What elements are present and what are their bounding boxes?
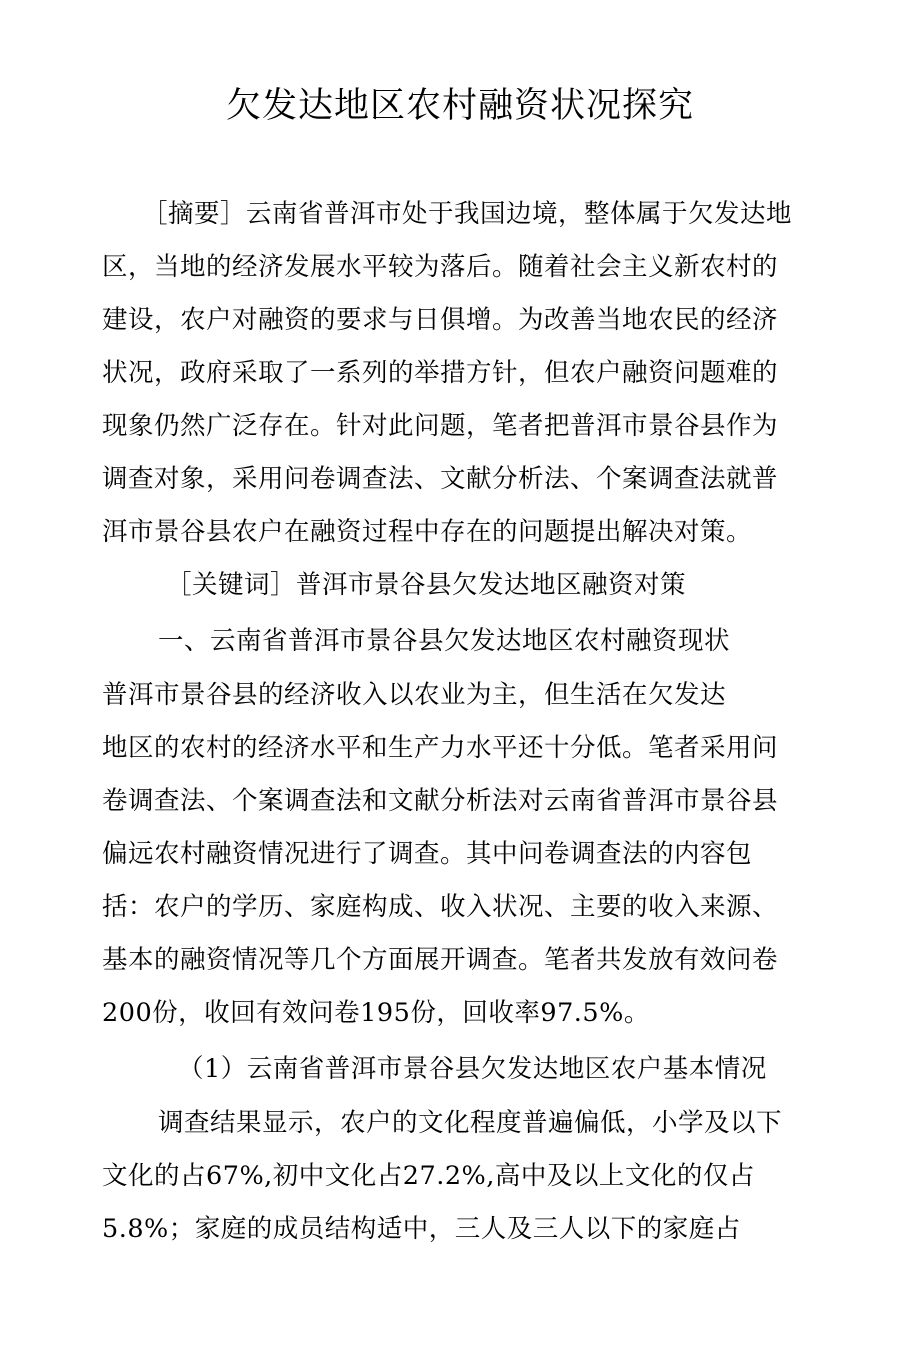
text-line: 5.8%；家庭的成员结构适中，三人及三人以下的家庭占 <box>102 1214 741 1244</box>
text-line: 括：农户的学历、家庭构成、收入状况、主要的收入来源、 <box>102 892 779 922</box>
text-line: 区，当地的经济发展水平较为落后。随着社会主义新农村的 <box>102 252 779 282</box>
text-line: 文化的占67%,初中文化占27.2%,高中及以上文化的仅占 <box>102 1161 755 1191</box>
section-heading: 一、云南省普洱市景谷县欠发达地区农村融资现状 <box>158 626 731 656</box>
subsection-heading: （1）云南省普洱市景谷县欠发达地区农户基本情况 <box>178 1054 767 1084</box>
keywords-line: ［关键词］普洱市景谷县欠发达地区融资对策 <box>166 570 687 600</box>
document-title: 欠发达地区农村融资状况探究 <box>225 86 694 126</box>
text-line: 200份，收回有效问卷195份，回收率97.5%。 <box>102 998 650 1028</box>
text-line: 地区的农村的经济水平和生产力水平还十分低。笔者采用问 <box>102 733 779 763</box>
text-line: 调查对象，采用问卷调查法、文献分析法、个案调查法就普 <box>102 464 779 494</box>
text-line: 偏远农村融资情况进行了调查。其中问卷调查法的内容包 <box>102 839 753 869</box>
text-line: ［摘要］云南省普洱市处于我国边境，整体属于欠发达地 <box>142 199 793 229</box>
text-line: 基本的融资情况等几个方面展开调查。笔者共发放有效问卷 <box>102 945 779 975</box>
text-line: 普洱市景谷县的经济收入以农业为主，但生活在欠发达 <box>102 680 727 710</box>
text-line: 调查结果显示，农户的文化程度普遍偏低，小学及以下 <box>158 1108 783 1138</box>
text-line: 现象仍然广泛存在。针对此问题，笔者把普洱市景谷县作为 <box>102 411 779 441</box>
text-line: 状况，政府采取了一系列的举措方针，但农户融资问题难的 <box>102 358 779 388</box>
text-line: 卷调查法、个案调查法和文献分析法对云南省普洱市景谷县 <box>102 786 779 816</box>
text-line: 建设，农户对融资的要求与日俱增。为改善当地农民的经济 <box>102 305 779 335</box>
text-line: 洱市景谷县农户在融资过程中存在的问题提出解决对策。 <box>102 517 753 547</box>
